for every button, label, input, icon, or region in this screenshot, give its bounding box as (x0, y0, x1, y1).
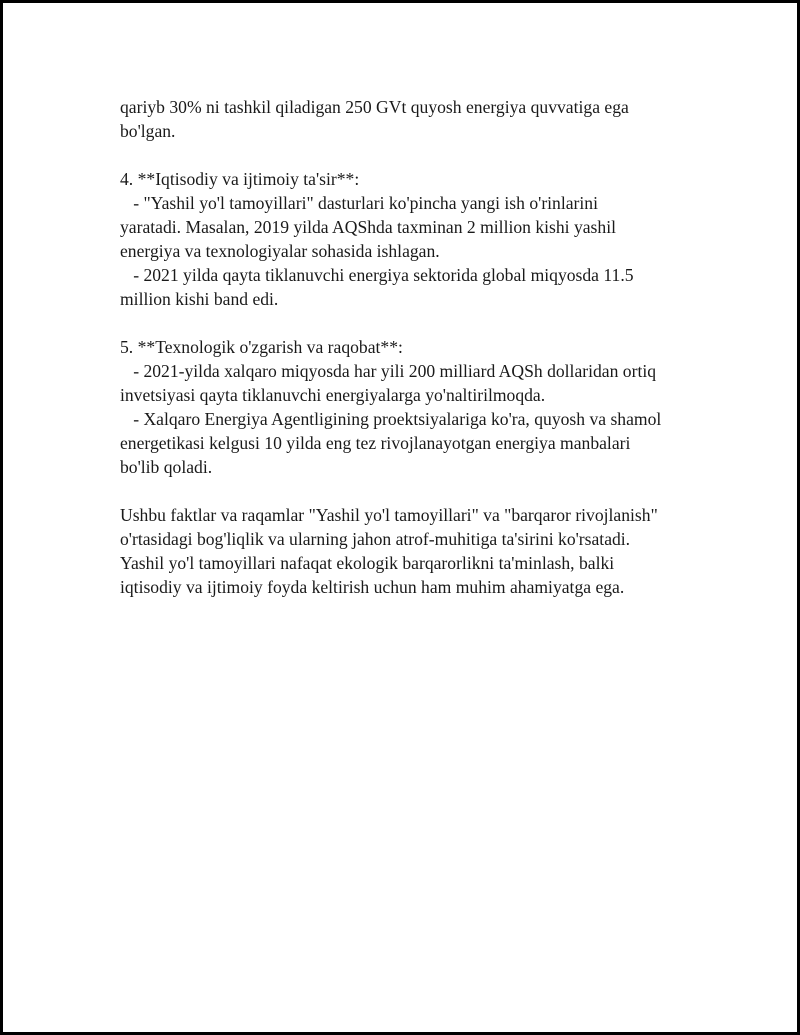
text-line: - 2021 yilda qayta tiklanuvchi energiya sektorida global miqyosda 11.5 (120, 265, 634, 285)
text-line: - Xalqaro Energiya Agentligining proektsiyalariga ko'ra, quyosh va shamol (120, 409, 662, 429)
text-line: invetsiyasi qayta tiklanuvchi energiyalarga yo'naltirilmoqda. (120, 385, 546, 405)
text-line: bo'lib qoladi. (120, 457, 213, 477)
text-line: yaratadi. Masalan, 2019 yilda AQShda taxminan 2 million kishi yashil (120, 217, 616, 237)
text-line: energiya va texnologiyalar sohasida ishlagan. (120, 241, 440, 261)
paragraph-economic-social-impact (120, 167, 720, 311)
text-line: o'rtasidagi bog'liqlik va ularning jahon atrof-muhitiga ta'sirini ko'rsatadi. (120, 529, 631, 549)
text-line: Ushbu faktlar va raqamlar "Yashil yo'l tamoyillari" va "barqaror rivojlanish" (120, 505, 658, 525)
paragraph-solar-capacity (120, 95, 720, 143)
paragraph-conclusion (120, 503, 720, 599)
section-heading: 4. **Iqtisodiy va ijtimoiy ta'sir**: (120, 169, 360, 189)
text-line: - "Yashil yo'l tamoyillari" dasturlari ko'pincha yangi ish o'rinlarini (120, 193, 598, 213)
document-body (120, 95, 720, 623)
text-line: bo'lgan. (120, 121, 176, 141)
text-line: - 2021-yilda xalqaro miqyosda har yili 200 milliard AQSh dollaridan ortiq (120, 361, 657, 381)
text-line: iqtisodiy va ijtimoiy foyda keltirish uchun ham muhim ahamiyatga ega. (120, 577, 625, 597)
paragraph-technology-competition (120, 335, 720, 479)
text-line: Yashil yo'l tamoyillari nafaqat ekologik barqarorlikni ta'minlash, balki (120, 553, 615, 573)
text-line: qariyb 30% ni tashkil qiladigan 250 GVt quyosh energiya quvvatiga ega (120, 97, 629, 117)
text-line: million kishi band edi. (120, 289, 279, 309)
text-line: energetikasi kelgusi 10 yilda eng tez rivojlanayotgan energiya manbalari (120, 433, 631, 453)
section-heading: 5. **Texnologik o'zgarish va raqobat**: (120, 337, 403, 357)
